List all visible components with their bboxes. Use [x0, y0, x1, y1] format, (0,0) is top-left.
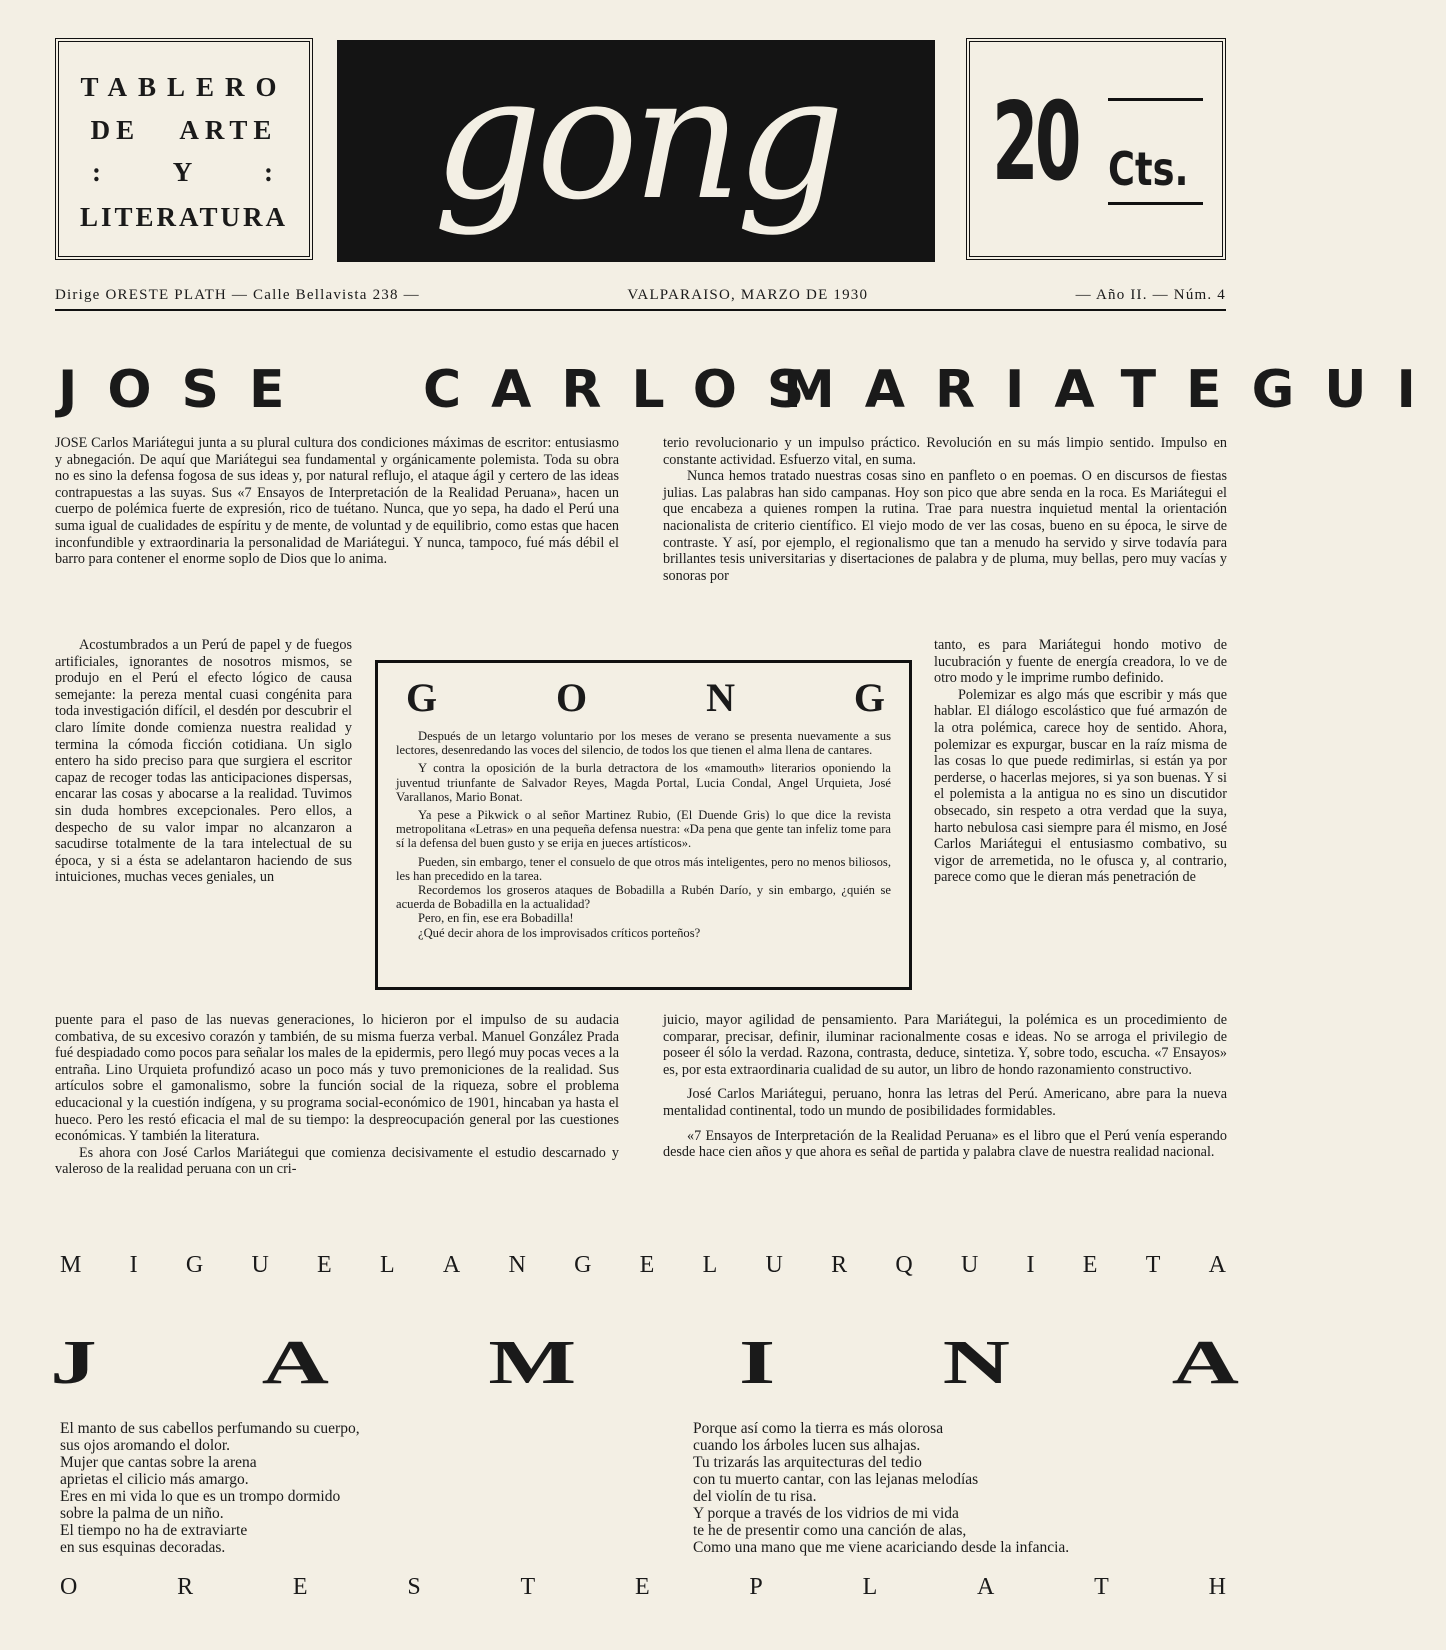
notice-paragraph: Recordemos los groseros ataques de Bobadilla a Rubén Darío, y sin embargo, ¿quién se acuerda de Bobadilla en la actualidad?: [396, 883, 891, 912]
poem-line: sobre la palma de un niño.: [60, 1505, 224, 1522]
author-letter: E: [1082, 1252, 1098, 1278]
author-letter: T: [1145, 1252, 1161, 1278]
author-letter: P: [749, 1574, 763, 1600]
notice-paragraph: Ya pese a Pikwick o al señor Martinez Rubio, (El Duende Gris) lo que dice la revista metropolitana «Letras» en una pequeña defensa nuestra: «Da pena que gente tan infeliz tome para sí la defensa del buen gusto y se erija en jueces artísticos».: [396, 808, 891, 851]
poem-title-letter: M: [487, 1329, 576, 1397]
article-paragraph: Acostumbrados a un Perú de papel y de fuegos artificiales, ignorantes de nosotros mismos, se produjo en el Perú el efecto lógico de causa semejante: la pereza mental cuasi congénita para toda investigación difícil, el desdén por descubrir el claro límite donde comienza nuestra realidad y termina la cómoda ficción cotidiana. Un siglo entero ha sido preciso para que surgiera el escritor capaz de recoger todas las anticipaciones dispersas, encarar las cosas y abocarse a la realidad. Tuvimos sin duda hombres excepcionales. Pero ellos, a despecho de su valor impar no alcanzaron a sacudirse totalmente de la tara intelectual de su época, y si a ésta se adelantaron haciendo de sus intuiciones, muchas veces geniales, un: [55, 637, 352, 886]
author-letter: E: [639, 1252, 655, 1278]
article-title: [58, 360, 1446, 420]
author-letter: H: [1208, 1574, 1226, 1600]
article-paragraph: juicio, mayor agilidad de pensamiento. Para Mariátegui, la polémica es un procedimiento de comparar, precisar, definir, iluminar racionalmente cosas e ideas. No se arroga el privilegio de poseer él sólo la verdad. Razona, contrasta, deduce, sintetiza. Y, sobre todo, escucha. «7 Ensayos» es, por esta extraordinaria cualidad de su autor, un libro de hondo razonamiento constructivo.: [663, 1012, 1227, 1078]
price-unit: Cts.: [1108, 142, 1189, 196]
gong-notice-title: [396, 675, 891, 729]
poem-line: Y porque a través de los vidrios de mi vida: [693, 1505, 959, 1522]
article-col-right-narrow: [934, 637, 1227, 886]
poem-line: El manto de sus cabellos perfumando su cuerpo,: [60, 1420, 360, 1437]
author-letter: A: [1208, 1252, 1226, 1278]
author-letter: L: [702, 1252, 718, 1278]
article-paragraph: JOSE Carlos Mariátegui junta a su plural cultura dos condiciones máximas de escritor: entusiasmo y abnegación. De aquí que Mariátegui sea fundamental y orgánicamente polemista. Toda su obra no es sino la defensa fogosa de sus ideas y, por natural reflujo, el ataque ágil y certero de las ideas contrapuestas a las suyas. Sus «7 Ensayos de Interpretación de la Realidad Peruana», hacen un cuerpo de polémica fuerte de expresión, rico de tuétano. Nunca, que yo sepa, ha dado el Perú una suma igual de cualidades de espíritu y de mente, de voluntad y de equilibrio, como estas que hacen inconfundible y extraordinaria la personalidad de Mariátegui. Y nunca, tampoco, fué más débil el barro para contener el enorme soplo de Dios que lo anima.: [55, 435, 619, 568]
notice-paragraph: ¿Qué decir ahora de los improvisados críticos porteños?: [418, 925, 701, 940]
poem-line: con tu muerto cantar, con las lejanas melodías: [693, 1471, 979, 1488]
author-letter: I: [129, 1252, 138, 1278]
poem-line: Como una mano que me viene acariciando desde la infancia.: [693, 1539, 1070, 1556]
poem-title-letter: A: [1171, 1329, 1240, 1397]
article-col-left-top: [55, 435, 619, 568]
subtitle-line-2: DE ARTE: [90, 115, 278, 145]
article-col-left-narrow: [55, 637, 352, 886]
poem-stanza-left: [60, 1420, 360, 1556]
author-letter: G: [574, 1252, 592, 1278]
place-date: VALPARAISO, MARZO DE 1930: [627, 287, 869, 303]
gong-notice-box: [375, 660, 912, 990]
title-letter: G: [406, 675, 438, 720]
title-word-3: MARIATEGUI: [783, 360, 1446, 420]
author-letter: L: [862, 1574, 878, 1600]
author-letter: R: [177, 1574, 194, 1600]
notice-paragraph: Pero, en fin, ese era Bobadilla!: [418, 911, 574, 926]
author-letter: R: [831, 1252, 848, 1278]
author-letter: U: [960, 1252, 979, 1278]
masthead-logo-panel: [337, 40, 935, 262]
author-letter: T: [520, 1574, 536, 1600]
poem-line: Eres en mi vida lo que es un trompo dormido: [60, 1488, 341, 1505]
gong-logo: gong: [433, 40, 839, 238]
author-letter: T: [1094, 1574, 1109, 1600]
title-letter: G: [853, 675, 885, 720]
author-letter: I: [1026, 1252, 1035, 1278]
article-col-right-bottom: [663, 1012, 1227, 1161]
article-author: [60, 1252, 1226, 1279]
issue-info-bar: [55, 287, 1226, 304]
poem-line: Tu trizarás las arquitecturas del tedio: [693, 1454, 922, 1471]
poem-line: El tiempo no ha de extraviarte: [60, 1522, 248, 1539]
title-word-2: CARLOS: [423, 360, 835, 420]
price-rule-bottom: [1108, 202, 1203, 205]
director-address: Dirige ORESTE PLATH — Calle Bellavista 238 —: [55, 287, 420, 303]
article-paragraph: Nunca hemos tratado nuestras cosas sino en panfleto o en poemas. O en discursos de fiestas julias. Las palabras han sido campanas. Hoy son pico que abre senda en la roca. Es Mariátegui el que encabeza a quienes rompen la rutina. Trae para nuestra inquietud mental la orientación nacionalista de criterio científico. El viejo modo de ver las cosas, bueno en su época, le sirve de contraste. Y así, por ejemplo, el regionalismo que tan a menudo ha servido y sirve todavía para brillantes tesis universitarias y disertaciones de palabra y de pluma, muy bellas, pero muy vacías y sonoras por: [663, 468, 1227, 584]
notice-paragraph: Después de un letargo voluntario por los meses de verano se presenta nuevamente a sus lectores, desenredando las voces del silencio, de todos los que tienen el alma llena de cantares.: [396, 729, 891, 758]
poem-line: te he de presentir como una canción de alas,: [693, 1522, 967, 1539]
poem-line: del violín de tu risa.: [693, 1488, 817, 1505]
article-paragraph: José Carlos Mariátegui, peruano, honra las letras del Perú. Americano, abre para la nueva mentalidad continental, todo un mundo de posibilidades formidables.: [663, 1086, 1227, 1119]
subtitle-line-1: TABLERO: [80, 72, 288, 102]
poem-author: [60, 1574, 1226, 1601]
poem-stanza-right: [693, 1420, 1069, 1556]
title-letter: N: [706, 675, 735, 720]
author-letter: Q: [895, 1252, 913, 1278]
poem-line: Mujer que cantas sobre la arena: [60, 1454, 257, 1471]
author-letter: L: [379, 1252, 395, 1278]
article-paragraph: tanto, es para Mariátegui hondo motivo de lucubración y fuente de energía creadora, lo ve de otro modo y le imprime rumbo definido.: [934, 637, 1227, 687]
poem-title-letter: J: [50, 1329, 97, 1397]
poem-title-letter: A: [262, 1329, 330, 1397]
poem-line: Porque así como la tierra es más olorosa: [693, 1420, 944, 1437]
author-letter: A: [977, 1574, 995, 1600]
author-letter: U: [251, 1252, 269, 1278]
price-rule-top: [1108, 98, 1203, 101]
title-letter: O: [556, 675, 588, 720]
poem-title: [50, 1329, 1240, 1397]
info-divider: [55, 309, 1226, 311]
poem-line: cuando los árboles lucen sus alhajas.: [693, 1437, 921, 1454]
article-paragraph: «7 Ensayos de Interpretación de la Realidad Peruana» es el libro que el Perú venía esperando desde hace cien años y que ahora es señal de partida y palabra clave de nuestra realidad nacional.: [663, 1127, 1227, 1161]
subtitle-line-4: LITERATURA: [79, 202, 289, 232]
poem-line: en sus esquinas decoradas.: [60, 1539, 226, 1556]
article-col-right-top: [663, 435, 1227, 584]
article-paragraph: Polemizar es algo más que escribir y más que hablar. El diálogo escolástico que fué armazón de la otra polémica, carece hoy de sentido. Ahora, polemizar es expurgar, buscar en la raíz misma de las cosas lo que puede redimirlas, si están ya por perderse, o hacerlas mejores, si ya son buenas. Y si el polemista a la antigua no es sino un discutidor obsecado, sin respeto a otra verdad que la suya, harto nebulosa casi siempre para él mismo, en José Carlos Mariátegui el entusiasmo combativo, su vigor de arremetida, no le ofusca y, al contrario, parece como que le dieran más penetración de: [934, 686, 1227, 886]
poem-line: sus ojos aromando el dolor.: [60, 1437, 231, 1454]
poem-title-letter: I: [739, 1329, 776, 1397]
masthead-subtitle-box: [55, 38, 313, 260]
author-letter: O: [60, 1574, 78, 1600]
article-paragraph: terio revolucionario y un impulso práctico. Revolución en su más limpio sentido. Impulso en constante actividad. Esfuerzo vital, en suma.: [663, 435, 1227, 468]
author-letter: M: [60, 1252, 82, 1278]
price-number: 20: [992, 80, 1078, 205]
poem-line: aprietas el cilicio más amargo.: [60, 1471, 249, 1488]
price-box: [966, 38, 1226, 260]
poem-title-letter: N: [942, 1329, 1010, 1397]
notice-paragraph: Y contra la oposición de la burla detractora de los «mamouth» literarios oponiendo la juventud triunfante de Salvador Reyes, Magda Portal, Lucia Condal, Angel Urquieta, José Varallanos, Mario Bonat.: [396, 761, 891, 804]
notice-paragraph: Pueden, sin embargo, tener el consuelo de que otros más inteligentes, pero no menos biliosos, les han precedido en la tarea.: [396, 854, 891, 883]
subtitle-line-3: : Y :: [92, 157, 276, 187]
title-word-1: JOSE: [58, 360, 315, 420]
article-paragraph: Es ahora con José Carlos Mariátegui que comienza decisivamente el estudio descarnado y valeroso de la realidad peruana con un cri-: [55, 1144, 619, 1178]
author-letter: A: [442, 1252, 461, 1278]
author-letter: E: [634, 1574, 650, 1600]
issue-number: — Año II. — Núm. 4: [1075, 287, 1226, 303]
author-letter: E: [292, 1574, 308, 1600]
author-letter: G: [185, 1252, 204, 1278]
article-paragraph: puente para el paso de las nuevas generaciones, lo hicieron por el impulso de su audacia combativa, de su excesivo corazón y también, de su misma fuerza verbal. Manuel González Prada fué despiadado como pocos para señalar los males de la epidermis, pero llegó muy pocas veces a la entraña. Lino Urquieta profundizó acaso un poco más y tuvo premoniciones de la realidad. Sus artículos sobre el gamonalismo, sobre la función social de la riqueza, sobre el problema educacional y la cuestión indígena, y su programa social-económico de 1901, hincaban ya hasta el hueco. Pero les restó eficacia el mal de su tiempo: la despreocupación general por las cuestiones económicas. Y también la literatura.: [55, 1012, 619, 1145]
author-letter: E: [317, 1252, 332, 1278]
author-letter: N: [508, 1252, 526, 1278]
author-letter: S: [407, 1574, 421, 1600]
author-letter: U: [765, 1252, 783, 1278]
article-col-left-bottom: [55, 1012, 619, 1178]
